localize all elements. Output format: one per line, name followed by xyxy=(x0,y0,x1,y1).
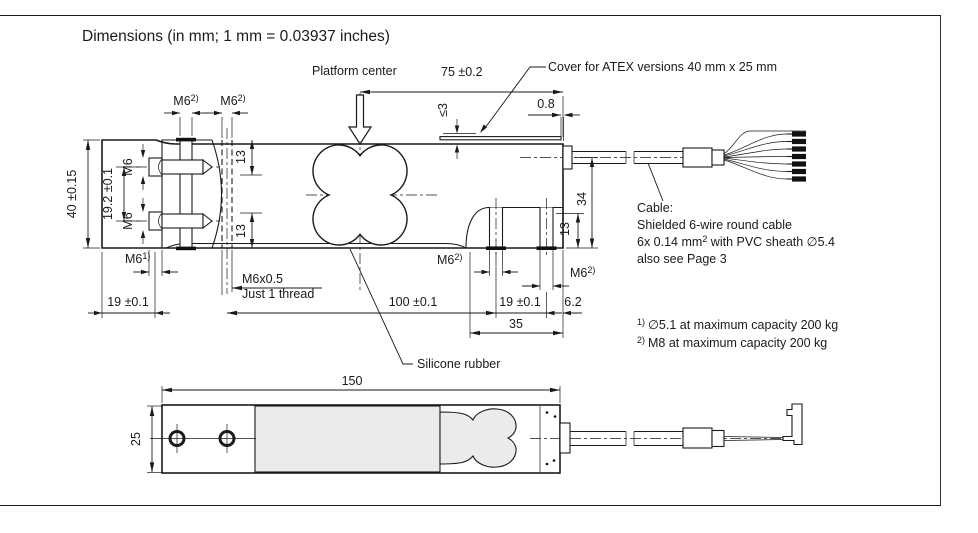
dim-25-label: 25 xyxy=(129,432,143,446)
m6-right-label-2: M6$^{2)}$ xyxy=(570,265,596,280)
cover-note-label: Cover for ATEX versions 40 mm x 25 mm xyxy=(548,60,777,74)
left-vertical-hole xyxy=(180,140,192,248)
platform-center-label: Platform center xyxy=(312,64,397,78)
cable-coupler xyxy=(683,148,712,167)
m6-top-label-2: M6$^{2)}$ xyxy=(220,93,246,108)
dim-192-label: 19.2 ±0.1 xyxy=(101,167,115,221)
footnote-1: $^{1)}$ ∅5.1 at maximum capacity 200 kg xyxy=(637,317,839,332)
dim-13-right-label: 13 xyxy=(558,222,572,236)
m6-right-label-1: M6$^{2)}$ xyxy=(437,252,463,267)
thread-bolt-upper xyxy=(136,158,220,176)
dim-19-right-label: 19 ±0.1 xyxy=(499,295,541,309)
dim-34-label: 34 xyxy=(575,192,589,206)
cable-sleeve xyxy=(712,150,724,165)
dim-13-left-bottom: 13 xyxy=(234,224,248,238)
drawing-title: Dimensions (in mm; 1 mm = 0.03937 inches) xyxy=(82,28,390,45)
dim-75-label: 75 ±0.2 xyxy=(441,65,483,79)
silicone-area xyxy=(255,406,440,472)
dim-le3-label: ≤3 xyxy=(436,103,450,117)
dim-150-label: 150 xyxy=(341,374,363,388)
dim-08-label: 0.8 xyxy=(537,97,555,111)
cable-note-line3: 6x 0.14 $mm^2$ with PVC sheath ∅5.4 xyxy=(637,234,835,249)
just-1-thread-label: Just 1 thread xyxy=(242,287,315,301)
footnote-2: $^{2)}$ M8 at maximum capacity 200 kg xyxy=(637,335,828,350)
cable-note-line1: Cable: xyxy=(637,201,674,215)
m6-side-label-2: M6 xyxy=(121,212,135,230)
bottom-view xyxy=(129,374,802,473)
m6-side-label-1: M6 xyxy=(121,158,135,176)
thread-bolt-lower xyxy=(136,212,220,230)
dim-13-left-top: 13 xyxy=(234,150,248,164)
atex-cover-plate xyxy=(440,137,561,140)
cable-note-line2: Shielded 6-wire round cable xyxy=(637,218,792,232)
wire-ferrules xyxy=(787,131,806,181)
hole-cap-top xyxy=(176,138,196,142)
silicone-label: Silicone rubber xyxy=(417,357,501,371)
cable-flange xyxy=(563,146,572,169)
m6-top-label-1: M6$^{2)}$ xyxy=(173,93,199,108)
wire-end-profile xyxy=(783,404,802,445)
dim-35-label: 35 xyxy=(509,317,523,331)
dim-100-label: 100 ±0.1 xyxy=(388,295,438,309)
hole-cap-bottom xyxy=(176,247,196,251)
m6x05-label: M6x0.5 xyxy=(242,272,283,286)
load-arrow xyxy=(349,95,371,144)
cable-bottom-view xyxy=(530,404,802,453)
dim-40-label: 40 ±0.15 xyxy=(65,169,79,219)
dim-62-label: 6.2 xyxy=(564,295,582,309)
dim-19-left-label: 19 ±0.1 xyxy=(107,295,149,309)
silicone-blob xyxy=(440,409,516,467)
cable-note-line4: also see Page 3 xyxy=(637,252,727,266)
m6-footnote1-label: M6$^{1)}$ xyxy=(125,251,151,266)
